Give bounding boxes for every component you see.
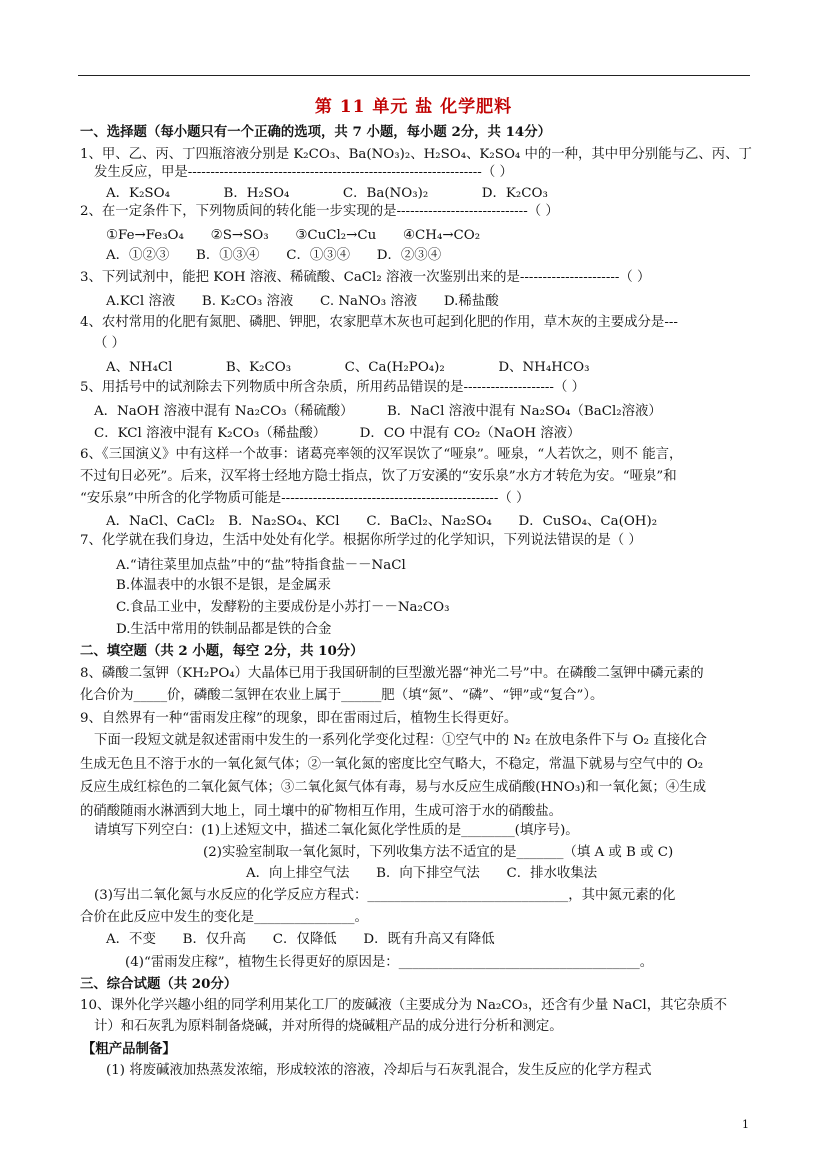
passage-line: 反应生成红棕色的二氧化氮气体；③二氧化氮气体有毒，易与水反应生成硝酸(HNO₃)和一氧化氮；④生成 xyxy=(80,780,706,795)
question-line: 5、用括号中的试剂除去下列物质中所含杂质，所用药品错误的是--------------------（ ） xyxy=(80,380,585,395)
option-line: C.食品工业中，发酵粉的主要成份是小苏打－－Na₂CO₃ xyxy=(116,600,450,615)
option-line: A．向上排空气法 B．向下排空气法 C．排水收集法 xyxy=(246,866,598,881)
question-line: 合价在此反应中发生的变化是_______________。 xyxy=(80,910,368,925)
sub-heading: 【粗产品制备】 xyxy=(82,1041,176,1057)
header-rule xyxy=(78,75,750,76)
question-line: 7、化学就在我们身边，生活中处处有化学。根据你所学过的化学知识，下列说法错误的是（ ） xyxy=(80,533,642,548)
question-line: 计）和石灰乳为原料制备烧碱，并对所得的烧碱粗产品的成分进行分析和测定。 xyxy=(94,1019,563,1034)
option-line: B.体温表中的水银不是银，是金属汞 xyxy=(116,578,331,593)
section-heading: 三、综合试题（共 20分） xyxy=(80,976,238,992)
option-line: A．K₂SO₄ B．H₂SO₄ C．Ba(NO₃)₂ D．K₂CO₃ xyxy=(106,186,548,201)
question-line: (1) 将废碱液加热蒸发浓缩，形成较浓的溶液，冷却后与石灰乳混合，发生反应的化学方程式 xyxy=(106,1063,652,1078)
option-line: C．KCl 溶液中混有 K₂CO₃（稀盐酸） D．CO 中混有 CO₂（NaOH 溶液） xyxy=(94,426,581,441)
page-number: 1 xyxy=(742,1118,749,1131)
option-line: A．①②③ B．①③④ C．①③④ D．②③④ xyxy=(106,248,442,263)
section-heading: 二、填空题（共 2 小题，每空 2分，共 10分） xyxy=(80,643,364,659)
question-line: 发生反应，甲是-----------------------------------------------------------------（ ） xyxy=(94,165,513,180)
option-line: ①Fe→Fe₃O₄ ②S→SO₃ ③CuCl₂→Cu ④CH₄→CO₂ xyxy=(106,228,481,243)
section-heading: 一、选择题（每小题只有一个正确的选项，共 7 小题，每小题 2分，共 14分） xyxy=(80,124,552,140)
question-line: 请填写下列空白：(1)上述短文中，描述二氧化氮化学性质的是________(填序号)。 xyxy=(94,823,579,838)
question-line: 不过旬日必死”。后来，汉军将士经地方隐士指点，饮了万安溪的“安乐泉”水方才转危为安。“哑泉”和 xyxy=(80,469,677,484)
option-line: D.生活中常用的铁制品都是铁的合金 xyxy=(116,622,332,637)
question-line: 4、农村常用的化肥有氮肥、磷肥、钾肥，农家肥草木灰也可起到化肥的作用，草木灰的主要成分是--- xyxy=(80,315,678,330)
passage-line: 的硝酸随雨水淋洒到大地上，同土壤中的矿物相互作用，生成可溶于水的硝酸盐。 xyxy=(80,804,563,819)
question-line: 8、磷酸二氢钾（KH₂PO₄）大晶体已用于我国研制的巨型激光器“神光二号”中。在磷酸二氢钾中磷元素的 xyxy=(80,666,704,681)
question-line: 6、《三国演义》中有这样一个故事：诸葛亮率领的汉军误饮了“哑泉”。哑泉，“人若饮之，则不 能言， xyxy=(80,447,683,462)
question-line: 9、自然界有一种“雷雨发庄稼”的现象，即在雷雨过后，植物生长得更好。 xyxy=(80,711,518,726)
question-line: （ ） xyxy=(94,336,126,351)
question-line: 10、课外化学兴趣小组的同学利用某化工厂的废碱液（主要成分为 Na₂CO₃，还含有少量 NaCl，其它杂质不 xyxy=(80,998,728,1013)
page-title: 第 11 单元 盐 化学肥料 xyxy=(314,97,513,117)
passage-line: 生成无色且不溶于水的一氧化氮气体；②一氧化氮的密度比空气略大，不稳定，常温下就易与空气中的 O₂ xyxy=(80,757,704,772)
passage-line: 下面一段短文就是叙述雷雨中发生的一系列化学变化过程：①空气中的 N₂ 在放电条件下与 O₂ 直接化合 xyxy=(94,733,707,748)
option-line: A．不变 B．仅升高 C．仅降低 D．既有升高又有降低 xyxy=(106,932,495,947)
question-line: 化合价为_____价，磷酸二氢钾在农业上属于______肥（填“氮”、“磷”、“钾”或“复合”）。 xyxy=(80,688,604,703)
option-line: A.“请往菜里加点盐”中的“盐”特指食盐－－NaCl xyxy=(116,558,406,573)
option-line: A.KCl 溶液 B. K₂CO₃ 溶液 C. NaNO₃ 溶液 D.稀盐酸 xyxy=(106,294,499,309)
question-line: 3、下列试剂中，能把 KOH 溶液、稀硫酸、CaCl₂ 溶液一次鉴别出来的是----------------------（ ） xyxy=(80,270,651,285)
question-line: (2)实验室制取一氧化氮时，下列收集方法不适宜的是_______（填 A 或 B 或 C) xyxy=(203,845,674,860)
question-line: 1、甲、乙、丙、丁四瓶溶液分别是 K₂CO₃、Ba(NO₃)₂、H₂SO₄、K₂SO₄ 中的一种，其中甲分别能与乙、丙、丁 xyxy=(80,147,752,162)
option-line: A．NaOH 溶液中混有 Na₂CO₃（稀硫酸） B．NaCl 溶液中混有 Na₂SO₄（BaCl₂溶液） xyxy=(94,404,662,419)
question-line: 2、在一定条件下，下列物质间的转化能一步实现的是-----------------------------（ ） xyxy=(80,204,559,219)
question-line: (3)写出二氧化氮与水反应的化学反应方程式：______________________________，其中氮元素的化 xyxy=(94,888,676,903)
option-line: A、NH₄Cl B、K₂CO₃ C、Ca(H₂PO₄)₂ D、NH₄HCO₃ xyxy=(106,360,590,375)
question-line: (4)“雷雨发庄稼”，植物生长得更好的原因是：____________________________________。 xyxy=(125,955,654,970)
option-line: A．NaCl、CaCl₂ B．Na₂SO₄、KCl C．BaCl₂、Na₂SO₄ D．CuSO₄、Ca(OH)₂ xyxy=(106,514,658,529)
question-line: “安乐泉”中所含的化学物质可能是------------------------------------------------（ ） xyxy=(80,491,530,506)
